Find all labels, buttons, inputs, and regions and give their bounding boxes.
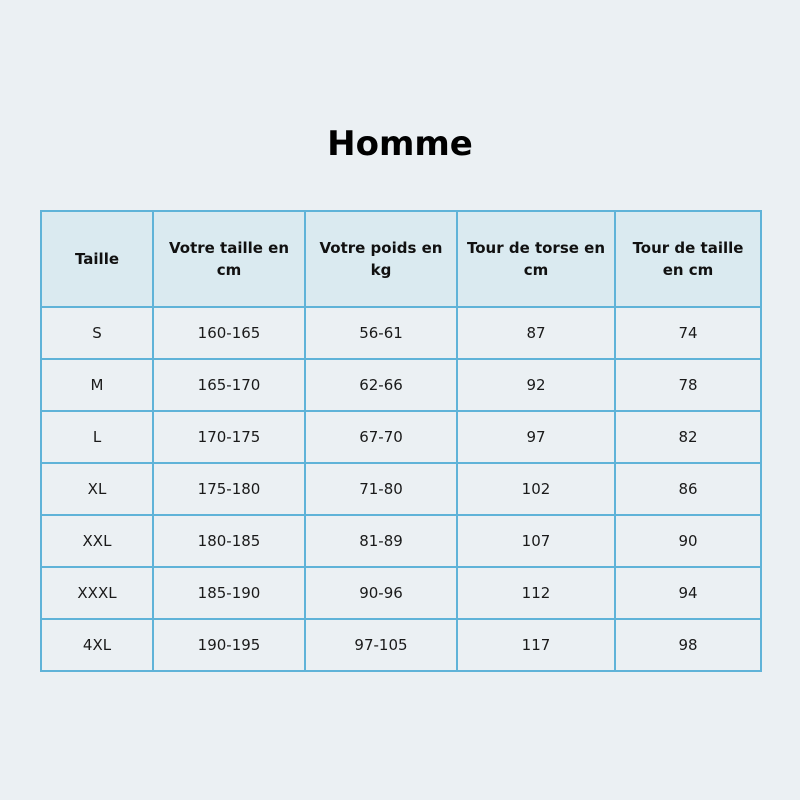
table-cell: L [41, 411, 153, 463]
table-cell: 90 [615, 515, 761, 567]
table-cell: 4XL [41, 619, 153, 671]
table-cell: 81-89 [305, 515, 457, 567]
column-header-votre-poids: Votre poids en kg [305, 211, 457, 307]
table-cell: 97-105 [305, 619, 457, 671]
table-cell: 90-96 [305, 567, 457, 619]
table-cell: 86 [615, 463, 761, 515]
table-cell: 160-165 [153, 307, 305, 359]
table-row [41, 567, 761, 619]
column-header-taille: Taille [41, 211, 153, 307]
column-header-votre-taille: Votre taille en cm [153, 211, 305, 307]
table-cell: XXXL [41, 567, 153, 619]
table-row [41, 411, 761, 463]
table-cell: 56-61 [305, 307, 457, 359]
column-header-tour-de-torse: Tour de torse en cm [457, 211, 615, 307]
table-cell: 185-190 [153, 567, 305, 619]
table-cell: XXL [41, 515, 153, 567]
table-row [41, 463, 761, 515]
table-cell: 74 [615, 307, 761, 359]
table-cell: 170-175 [153, 411, 305, 463]
table-cell: 62-66 [305, 359, 457, 411]
table-cell: 87 [457, 307, 615, 359]
table-cell: 180-185 [153, 515, 305, 567]
table-cell: S [41, 307, 153, 359]
table-cell: 97 [457, 411, 615, 463]
table-cell: 92 [457, 359, 615, 411]
table-cell: 107 [457, 515, 615, 567]
column-header-tour-de-taille: Tour de taille en cm [615, 211, 761, 307]
table-cell: 165-170 [153, 359, 305, 411]
table-cell: 67-70 [305, 411, 457, 463]
table-cell: 78 [615, 359, 761, 411]
table-cell: 94 [615, 567, 761, 619]
table-cell: XL [41, 463, 153, 515]
table-row [41, 619, 761, 671]
size-chart-table [40, 210, 762, 672]
table-cell: 98 [615, 619, 761, 671]
table-row [41, 515, 761, 567]
table-cell: 71-80 [305, 463, 457, 515]
table-cell: 82 [615, 411, 761, 463]
table-cell: 112 [457, 567, 615, 619]
table-cell: 102 [457, 463, 615, 515]
page-title: Homme [327, 124, 473, 164]
table-cell: M [41, 359, 153, 411]
table-cell: 175-180 [153, 463, 305, 515]
table-row [41, 359, 761, 411]
table-cell: 117 [457, 619, 615, 671]
table-header-row [41, 211, 761, 307]
table-cell: 190-195 [153, 619, 305, 671]
table-row [41, 307, 761, 359]
